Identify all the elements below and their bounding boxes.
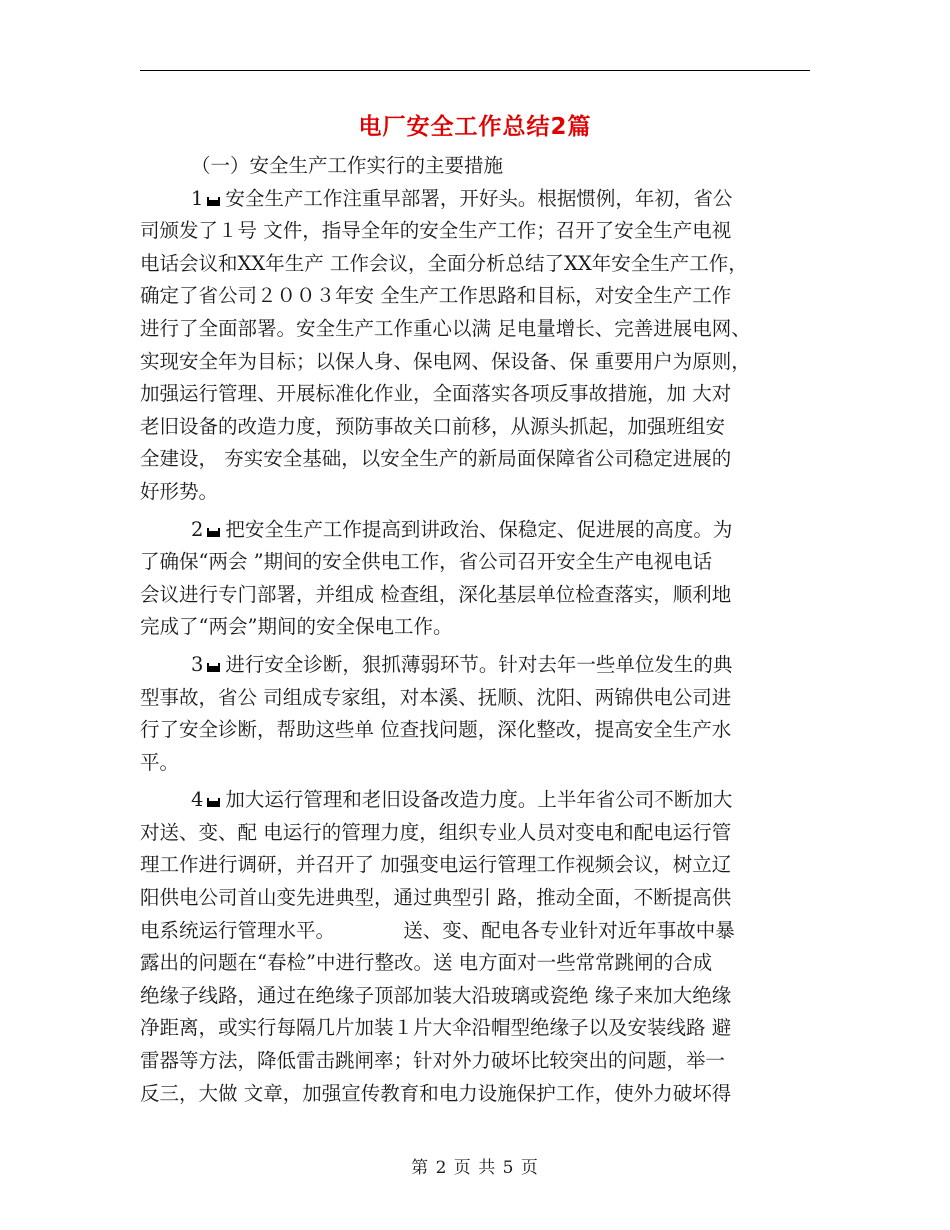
paragraph-line <box>140 682 810 715</box>
paragraph-text: 实现安全年为目标；以保人身、保电网、保设备、保 重要用户为原则， <box>140 349 751 373</box>
paragraph-line <box>140 476 810 509</box>
paragraph-text: 好形势。 <box>140 479 219 503</box>
paragraph-line <box>140 947 810 980</box>
paragraph-text: 安全生产工作注重早部署，开好头。根据惯例，年初，省公 <box>225 186 733 210</box>
paragraph-line <box>140 411 810 444</box>
paragraph-line <box>140 1078 810 1111</box>
paragraph-line <box>140 849 810 882</box>
paragraph-text: 会议进行专门部署，并组成 检查组，深化基层单位检查落实，顺利地 <box>140 582 732 606</box>
paragraph-line <box>140 313 810 346</box>
paragraph-line <box>140 649 810 682</box>
paragraph-line <box>140 514 810 547</box>
section-heading <box>140 150 810 183</box>
paragraph-line <box>140 784 810 817</box>
paragraph-line <box>140 611 810 644</box>
header-rule <box>140 70 810 71</box>
paragraph-4 <box>140 784 810 1110</box>
list-marker-icon <box>207 801 220 807</box>
paragraph-line <box>140 346 810 379</box>
paragraph-text: 把安全生产工作提高到讲政治、保稳定、促进展的高度。为 <box>225 517 733 541</box>
paragraph-text: 阳供电公司首山变先进典型，通过典型引 路，推动全面，不断提高供 <box>140 886 732 910</box>
paragraph-list <box>140 183 810 1111</box>
paragraph-line <box>140 747 810 780</box>
paragraph-line <box>140 817 810 850</box>
paragraph-text: 进行安全诊断，狠抓薄弱环节。针对去年一些单位发生的典 <box>225 652 733 676</box>
paragraph-line <box>140 443 810 476</box>
paragraph-line <box>140 378 810 411</box>
paragraph-line <box>140 714 810 747</box>
paragraph-line <box>140 546 810 579</box>
paragraph-text: 平。 <box>140 750 180 774</box>
paragraph-line <box>140 248 810 281</box>
list-marker-icon <box>207 200 220 206</box>
paragraph-3 <box>140 649 810 779</box>
paragraph-text: 绝缘子线路，通过在绝缘子顶部加装大沿玻璃或瓷绝 缘子来加大绝缘 <box>140 983 732 1007</box>
paragraph-text: 加强运行管理、开展标准化作业，全面落实各项反事故措施，加 大对 <box>140 382 732 406</box>
paragraph-text: 老旧设备的改造力度，预防事故关口前移，从源头抓起，加强班组安 <box>140 414 726 438</box>
list-marker-icon <box>207 531 220 537</box>
paragraph-text: 行了安全诊断，帮助这些单 位查找问题，深化整改，提高安全生产水 <box>140 718 732 742</box>
paragraph-line <box>140 882 810 915</box>
paragraph-number: 2 <box>191 517 204 541</box>
paragraph-line <box>140 915 810 948</box>
paragraph-text: 雷器等方法，降低雷击跳闸率；针对外力破坏比较突出的问题，举一 <box>140 1049 726 1073</box>
paragraph-line <box>140 183 810 216</box>
paragraph-text: 完成了“两会”期间的安全保电工作。 <box>140 615 453 639</box>
paragraph-line <box>140 579 810 612</box>
paragraph-number: 4 <box>191 788 204 812</box>
paragraph-line <box>140 980 810 1013</box>
paragraph-line <box>140 280 810 313</box>
paragraph-text: 确定了省公司２００３年安 全生产工作思路和目标，对安全生产工作 <box>140 284 732 308</box>
paragraph-text: 对送、变、配 电运行的管理力度，组织专业人员对变电和配电运行管 <box>140 820 732 844</box>
paragraph-2 <box>140 514 810 644</box>
paragraph-text: 加大运行管理和老旧设备改造力度。上半年省公司不断加大 <box>225 788 733 812</box>
document-title: 电厂安全工作总结2篇 <box>358 114 592 140</box>
paragraph-text: 了确保“两会 ”期间的安全供电工作，省公司召开安全生产电视电话 <box>140 550 713 574</box>
paragraph-line <box>140 1012 810 1045</box>
paragraph-number: 3 <box>191 652 204 676</box>
section-heading-text: （一）安全生产工作实行的主要措施 <box>191 154 504 177</box>
paragraph-text: 理工作进行调研，并召开了 加强变电运行管理工作视频会议，树立辽 <box>140 853 732 877</box>
paragraph-1 <box>140 183 810 509</box>
paragraph-text: 司颁发了１号 文件，指导全年的安全生产工作；召开了安全生产电视 <box>140 219 732 243</box>
paragraph-text: 全建设， 夯实安全基础，以安全生产的新局面保障省公司稳定进展的 <box>140 447 732 471</box>
paragraph-text: 露出的问题在“春检”中进行整改。送 电方面对一些常常跳闸的合成 <box>140 951 713 975</box>
document-body <box>140 150 810 1115</box>
list-marker-icon <box>207 666 220 672</box>
paragraph-text: 型事故，省公 司组成专家组，对本溪、抚顺、沈阳、两锦供电公司进 <box>140 685 732 709</box>
page-footer: 第 2 页 共 5 页 <box>411 1158 539 1178</box>
paragraph-number: 1 <box>191 186 204 210</box>
paragraph-text: 电系统运行管理水平。 送、变、配电各专业针对近年事故中暴 <box>140 918 735 942</box>
paragraph-text: 进行了全面部署。安全生产工作重心以满 足电量增长、完善进展电网、 <box>140 316 751 340</box>
paragraph-text: 电话会议和XX年生产 工作会议，全面分析总结了XX年安全生产工作， <box>140 251 748 275</box>
paragraph-text: 净距离，或实行每隔几片加装１片大伞沿帽型绝缘子以及安装线路 避 <box>140 1016 732 1040</box>
paragraph-line <box>140 1045 810 1078</box>
paragraph-text: 反三，大做 文章，加强宣传教育和电力设施保护工作，使外力破坏得 <box>140 1081 732 1105</box>
paragraph-line <box>140 215 810 248</box>
